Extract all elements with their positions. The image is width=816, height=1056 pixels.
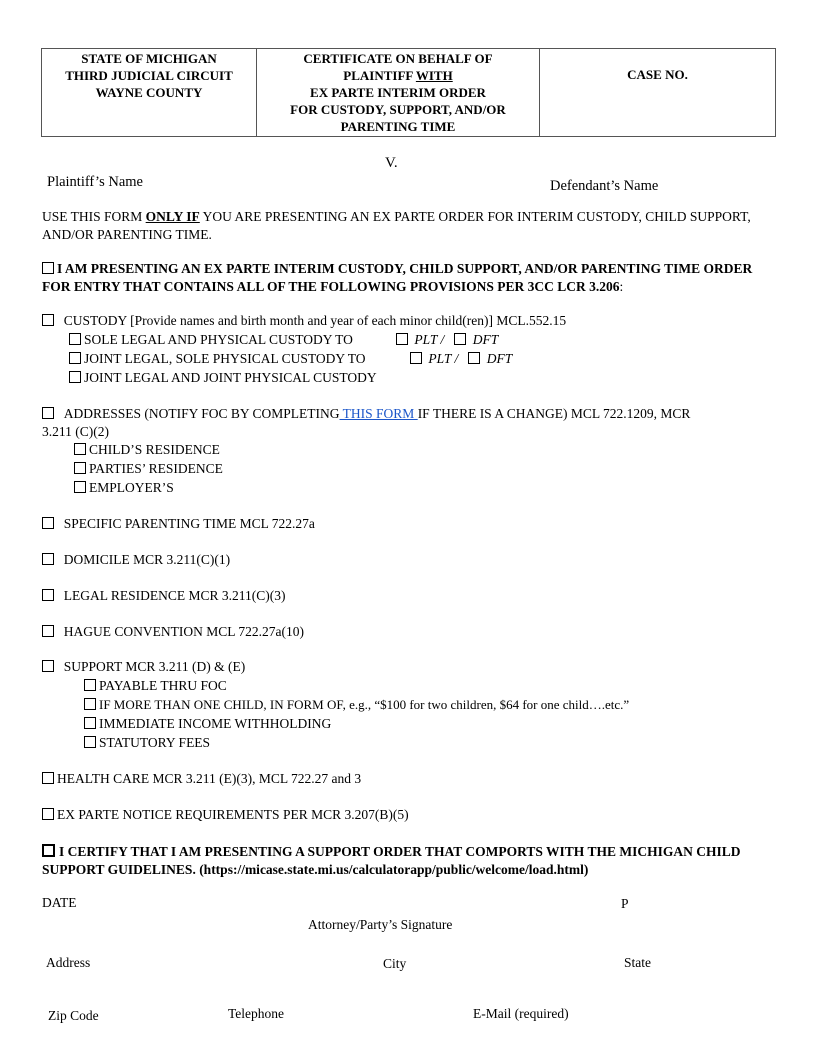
- joint-sole-party: [410, 351, 512, 367]
- addresses-row: [42, 406, 690, 422]
- defendant-name-label: Defendant’s Name: [550, 178, 659, 194]
- signature-label: Attorney/Party’s Signature: [308, 917, 453, 932]
- joint-custody-row: [69, 370, 377, 386]
- case-number-label: CASE NO.: [627, 67, 688, 82]
- addresses-citation-cont: 3.211 (C)(2): [42, 424, 109, 439]
- employer-row: [74, 480, 174, 496]
- plt-label: PLT /: [414, 332, 445, 347]
- income-withholding-checkbox[interactable]: [84, 717, 96, 729]
- form-title-underlined: WITH: [415, 68, 453, 83]
- instruction-post: YOU ARE PRESENTING AN EX PARTE ORDER FOR INTERIM CUSTODY, CHILD SUPPORT, AND/OR PARENTING TIME.: [42, 209, 751, 242]
- joint-custody-checkbox[interactable]: [69, 371, 81, 383]
- joint-sole-dft-checkbox[interactable]: [468, 352, 480, 364]
- case-number-cell[interactable]: [540, 49, 776, 137]
- address-label: Address: [46, 955, 91, 970]
- sole-custody-label: SOLE LEGAL AND PHYSICAL CUSTODY TO: [84, 332, 353, 347]
- joint-sole-label: JOINT LEGAL, SOLE PHYSICAL CUSTODY TO: [84, 351, 366, 366]
- statutory-fees-checkbox[interactable]: [84, 736, 96, 748]
- form-title-line: FOR CUSTODY, SUPPORT, AND/OR: [290, 102, 506, 117]
- support-label: SUPPORT MCR 3.211 (D) & (E): [63, 659, 246, 674]
- parenting-time-row: [42, 516, 315, 532]
- court-name-line: THIRD JUDICIAL CIRCUIT: [65, 68, 233, 83]
- parties-residence-checkbox[interactable]: [74, 462, 86, 474]
- presenting-colon: :: [619, 278, 624, 294]
- certify-checkbox[interactable]: [42, 844, 55, 857]
- addresses-checkbox[interactable]: [42, 407, 54, 419]
- legal-residence-checkbox[interactable]: [42, 589, 54, 601]
- certification-statement: [42, 843, 777, 878]
- city-label: City: [383, 956, 407, 971]
- health-care-label: HEALTH CARE MCR 3.211 (E)(3), MCL 722.27 and 3: [57, 771, 362, 786]
- childs-residence-checkbox[interactable]: [74, 443, 86, 455]
- presenting-checkbox[interactable]: [42, 262, 54, 274]
- parenting-time-checkbox[interactable]: [42, 517, 54, 529]
- sole-custody-checkbox[interactable]: [69, 333, 81, 345]
- caption-table: [41, 48, 776, 137]
- sole-dft-checkbox[interactable]: [454, 333, 466, 345]
- form-title-cell: [257, 49, 540, 137]
- plt-label: PLT /: [428, 351, 459, 366]
- custody-row: [42, 313, 566, 329]
- form-title-line: [261, 67, 535, 84]
- certification-text: I CERTIFY THAT I AM PRESENTING A SUPPORT ORDER THAT COMPORTS WITH THE MICHIGAN CHILD SUPPORT GUIDELINES. (https://micase.state.mi.us/calculatorapp/public/welcome/load.html): [42, 844, 741, 877]
- parties-residence-label: PARTIES’ RESIDENCE: [89, 461, 223, 476]
- instruction-pre: USE THIS FORM: [42, 209, 146, 224]
- joint-sole-checkbox[interactable]: [69, 352, 81, 364]
- sole-custody-row: [69, 332, 353, 348]
- sole-custody-party: [396, 332, 498, 348]
- payable-foc-checkbox[interactable]: [84, 679, 96, 691]
- telephone-label: Telephone: [228, 1006, 285, 1021]
- employer-label: EMPLOYER’S: [89, 480, 174, 495]
- presenting-text: I AM PRESENTING AN EX PARTE INTERIM CUSTODY, CHILD SUPPORT, AND/OR PARENTING TIME ORDER FOR ENTRY THAT CONTAINS ALL OF THE FOLLOWING PROVISIONS PER 3CC LCR 3.206: [42, 261, 753, 294]
- form-title-line: PARENTING TIME: [340, 119, 456, 134]
- joint-custody-label: JOINT LEGAL AND JOINT PHYSICAL CUSTODY: [84, 370, 377, 385]
- notice-checkbox[interactable]: [42, 808, 54, 820]
- form-title-text: PLAINTIFF: [343, 68, 416, 83]
- notice-row: [42, 807, 409, 823]
- sole-plt-checkbox[interactable]: [396, 333, 408, 345]
- multi-child-label: IF MORE THAN ONE CHILD, IN FORM OF, e.g., “$100 for two children, $64 for one child….etc.”: [99, 697, 630, 712]
- income-withholding-row: [84, 716, 331, 732]
- payable-foc-label: PAYABLE THRU FOC: [99, 678, 227, 693]
- instruction-emphasis: ONLY IF: [145, 209, 200, 224]
- custody-checkbox[interactable]: [42, 314, 54, 326]
- domicile-label: DOMICILE MCR 3.211(C)(1): [63, 552, 231, 567]
- health-care-row: [42, 771, 361, 787]
- court-name-line: WAYNE COUNTY: [95, 85, 203, 100]
- email-label: E-Mail (required): [473, 1006, 569, 1021]
- statutory-fees-label: STATUTORY FEES: [99, 735, 211, 750]
- date-label: DATE: [42, 895, 77, 910]
- support-row: [42, 659, 245, 675]
- address-change-form-link[interactable]: THIS FORM: [339, 406, 418, 421]
- domicile-row: [42, 552, 230, 568]
- childs-residence-row: [74, 442, 220, 458]
- income-withholding-label: IMMEDIATE INCOME WITHHOLDING: [99, 716, 332, 731]
- health-care-checkbox[interactable]: [42, 772, 54, 784]
- instruction-text: [42, 208, 777, 243]
- plaintiff-name-label: Plaintiff’s Name: [47, 174, 143, 190]
- hague-checkbox[interactable]: [42, 625, 54, 637]
- notice-label: EX PARTE NOTICE REQUIREMENTS PER MCR 3.207(B)(5): [57, 807, 409, 822]
- custody-label: CUSTODY [Provide names and birth month and year of each minor child(ren)] MCL.552.15: [63, 313, 567, 328]
- addresses-label: ADDRESSES (NOTIFY FOC BY COMPLETING: [63, 406, 340, 421]
- payable-foc-row: [84, 678, 227, 694]
- dft-label: DFT: [486, 351, 513, 366]
- court-name-line: STATE OF MICHIGAN: [81, 51, 217, 66]
- multi-child-checkbox[interactable]: [84, 698, 96, 710]
- multi-child-row: [84, 697, 629, 713]
- state-label: State: [624, 955, 651, 970]
- parenting-time-label: SPECIFIC PARENTING TIME MCL 722.27a: [63, 516, 315, 531]
- versus-label: V.: [385, 155, 398, 171]
- addresses-citation: IF THERE IS A CHANGE) MCL 722.1209, MCR: [417, 406, 691, 421]
- joint-sole-plt-checkbox[interactable]: [410, 352, 422, 364]
- childs-residence-label: CHILD’S RESIDENCE: [89, 442, 220, 457]
- statutory-fees-row: [84, 735, 210, 751]
- employer-checkbox[interactable]: [74, 481, 86, 493]
- court-cell: [42, 49, 257, 137]
- legal-residence-label: LEGAL RESIDENCE MCR 3.211(C)(3): [63, 588, 286, 603]
- p-number-label: P: [621, 896, 629, 911]
- form-title-line: EX PARTE INTERIM ORDER: [310, 85, 486, 100]
- hague-row: [42, 624, 304, 640]
- hague-label: HAGUE CONVENTION MCL 722.27a(10): [63, 624, 304, 639]
- form-title-line: CERTIFICATE ON BEHALF OF: [303, 51, 493, 66]
- zip-code-label: Zip Code: [48, 1008, 99, 1023]
- dft-label: DFT: [472, 332, 499, 347]
- joint-sole-custody-row: [69, 351, 366, 367]
- support-checkbox[interactable]: [42, 660, 54, 672]
- domicile-checkbox[interactable]: [42, 553, 54, 565]
- parties-residence-row: [74, 461, 223, 477]
- legal-residence-row: [42, 588, 286, 604]
- presenting-statement: [42, 260, 777, 295]
